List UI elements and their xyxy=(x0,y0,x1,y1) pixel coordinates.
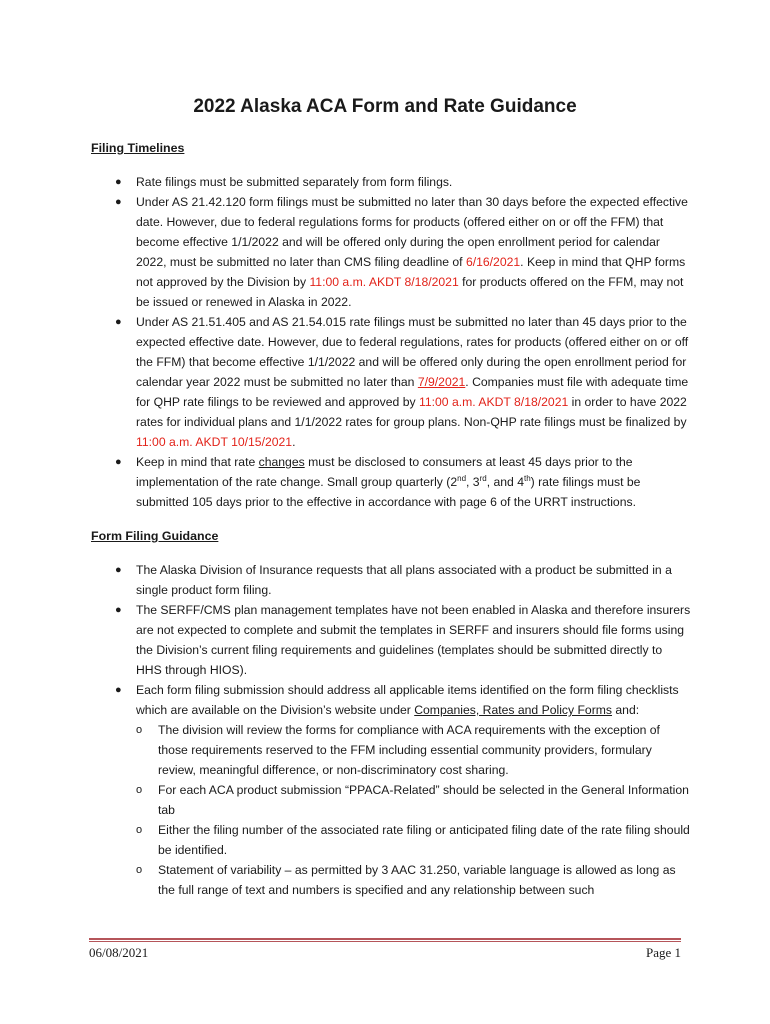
circle-bullet-icon: o xyxy=(136,824,143,836)
sub-list-item: o For each ACA product submission “PPACA-Related” should be selected in the General Information tab xyxy=(136,780,691,820)
circle-bullet-icon: o xyxy=(136,864,143,876)
list-item: ● Keep in mind that rate changes must be disclosed to consumers at least 45 days prior to the implementation of the rate change. Small group quarterly (2nd, 3rd, and 4th) rate filings must be submitted 105 days prior to the effective in accordance with page 6 of the URRT instructions. xyxy=(91,452,691,512)
deadline-date: 11:00 a.m. AKDT 10/15/2021 xyxy=(136,435,293,449)
bullet-icon: ● xyxy=(115,316,122,328)
page-title: 2022 Alaska ACA Form and Rate Guidance xyxy=(193,96,577,117)
bullet-icon: ● xyxy=(115,176,122,188)
emphasized-word: changes xyxy=(258,455,305,469)
deadline-date: 11:00 a.m. AKDT 8/18/2021 xyxy=(309,275,459,289)
circle-bullet-icon: o xyxy=(136,724,143,736)
bullet-icon: ● xyxy=(115,564,122,576)
page-footer xyxy=(89,945,681,961)
deadline-date: 11:00 a.m. AKDT 8/18/2021 xyxy=(418,395,569,409)
form-filing-list xyxy=(91,560,691,900)
form-filing-sublist xyxy=(136,720,691,900)
section-heading-form-filing-guidance: Form Filing Guidance xyxy=(91,529,219,543)
bullet-icon: ● xyxy=(115,604,122,616)
bullet-icon: ● xyxy=(115,684,122,696)
circle-bullet-icon: o xyxy=(136,784,143,796)
section-heading-filing-timelines: Filing Timelines xyxy=(91,141,185,155)
sub-list-item: o Either the filing number of the associated rate filing or anticipated filing date of the rate filing should be identified. xyxy=(136,820,691,860)
footer-divider xyxy=(89,938,681,940)
list-item: ● The SERFF/CMS plan management templates have not been enabled in Alaska and therefore insurers are not expected to complete and submit the templates in SERFF and insurers should file forms using the Division’s current filing requirements and guidelines (templates should be submitted directly to HHS through HIOS). xyxy=(91,600,691,680)
footer-date: 06/08/2021 xyxy=(89,945,149,960)
list-item: ● Under AS 21.51.405 and AS 21.54.015 rate filings must be submitted no later than 45 days prior to the expected effective date. However, due to federal regulations, rates for products (offered either on or off the FFM) that become effective 1/1/2022 and will be offered only during the open enrollment period for calendar year 2022 must be submitted no later than 7/9/2021. Companies must file with adequate time for QHP rate filings to be reviewed and approved by 11:00 a.m. AKDT 8/18/2021 in order to have 2022 rates for individual plans and 1/1/2022 rates for group plans. Non-QHP rate filings must be finalized by 11:00 a.m. AKDT 10/15/2021. xyxy=(91,312,691,452)
companies-rates-policy-forms-link[interactable]: Companies, Rates and Policy Forms xyxy=(414,703,613,717)
deadline-date: 7/9/2021 xyxy=(417,375,466,389)
bullet-icon: ● xyxy=(115,456,122,468)
bullet-icon: ● xyxy=(115,196,122,208)
sub-list-item: o Statement of variability – as permitted by 3 AAC 31.250, variable language is allowed as long as the full range of text and numbers is specified and any relationship between such xyxy=(136,860,691,900)
deadline-date: 6/16/2021 xyxy=(465,255,521,269)
footer-divider-thin xyxy=(89,941,681,942)
page-number: Page 1 xyxy=(645,945,681,960)
sub-list-item: o The division will review the forms for compliance with ACA requirements with the exception of those requirements reserved to the FFM including essential community providers, formulary review, meaningful difference, or non-discriminatory cost sharing. xyxy=(136,720,691,780)
list-item: ● Under AS 21.42.120 form filings must be submitted no later than 30 days before the expected effective date. However, due to federal regulations forms for products (offered either on or off the FFM) that become effective 1/1/2022 and will be offered only during the open enrollment period for calendar 2022, must be submitted no later than CMS filing deadline of 6/16/2021. Keep in mind that QHP forms not approved by the Division by 11:00 a.m. AKDT 8/18/2021 for products offered on the FFM, may not be issued or renewed in Alaska in 2022. xyxy=(91,192,691,312)
list-item: ● Rate filings must be submitted separately from form filings. xyxy=(91,172,691,192)
list-item: ● Each form filing submission should address all applicable items identified on the form filing checklists which are available on the Division’s website under Companies, Rates and Policy Forms and: o The division will review the forms for compliance with ACA requirements with the exception of those requirements reserved to the FFM including essential community providers, formulary review, meaningful difference, or non-discriminatory cost sharing. o For each ACA product submission “PPACA-Related” should be selected in the General Information tab o Either the filing number of the associated rate filing or anticipated filing date of the rate filing should be identified. o Statement of variability – as permitted by 3 AAC 31.250, variable language is allowed as long as the full range of text and numbers is specified and any relationship between such xyxy=(91,680,691,900)
list-item: ● The Alaska Division of Insurance requests that all plans associated with a product be submitted in a single product form filing. xyxy=(91,560,691,600)
filing-timelines-list xyxy=(91,172,691,512)
